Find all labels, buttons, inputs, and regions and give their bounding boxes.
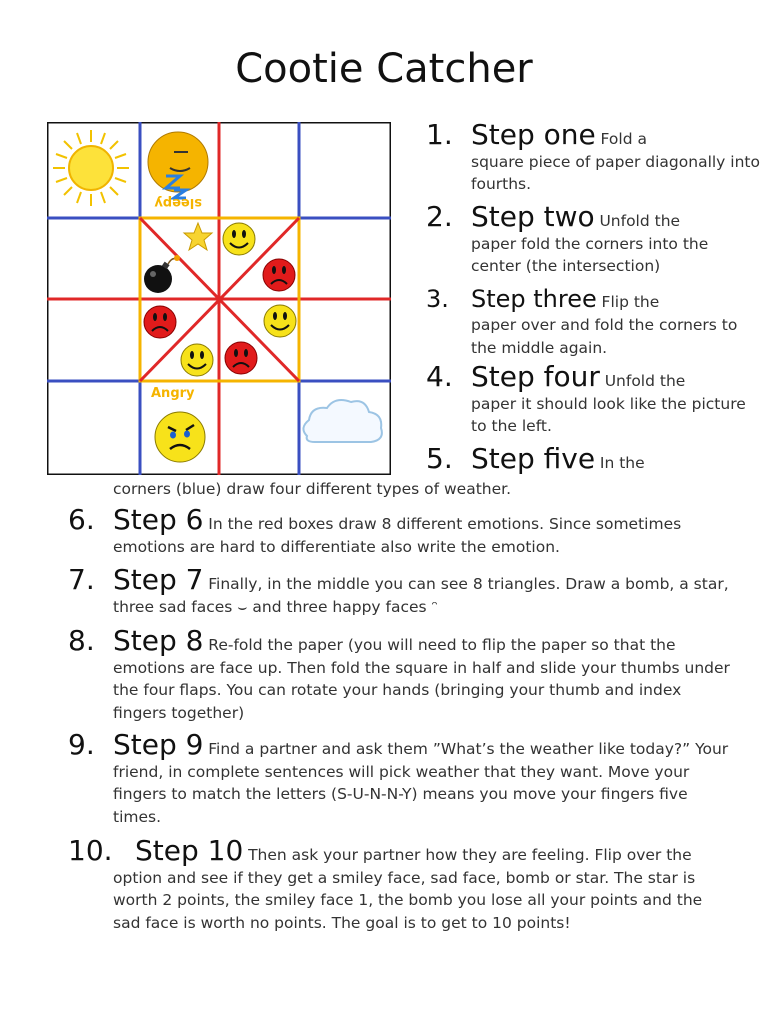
step-heading: Step three — [471, 285, 597, 313]
step-number: 6. — [68, 503, 95, 536]
step-heading: Step 6 — [113, 503, 204, 536]
sad-face-icon — [263, 259, 295, 291]
step-number: 3. — [426, 285, 449, 313]
step-heading: Step one — [471, 118, 596, 151]
sad-face-icon — [225, 342, 257, 374]
step-number: 8. — [68, 624, 95, 657]
step-5 — [426, 442, 761, 475]
step-heading: Step 9 — [113, 728, 204, 761]
step-9 — [68, 728, 733, 828]
step-text: In the — [599, 454, 645, 472]
step-text: Find a partner and ask them ”What’s the weather like today?” Your friend, in complete sentences will pick weather that they want. Move your fingers to match the letters (S-U-N-N-Y) means you move your fingers five times. — [113, 740, 729, 826]
step-number: 5. — [426, 442, 453, 475]
step-1 — [426, 118, 761, 196]
step-number: 2. — [426, 200, 453, 233]
step-text-continued: paper it should look like the picture to the left. — [471, 394, 746, 435]
sad-face-icon — [144, 306, 176, 338]
step-text: Unfold the — [604, 372, 686, 390]
step-text: Re-fold the paper (you will need to flip the paper so that the emotions are face up. Then fold the square in half and slide your thumbs under the four flaps. You can rotate your hands (bringing your thumb and index fingers together) — [113, 636, 730, 722]
cootie-catcher-diagram — [47, 122, 391, 475]
step-text-continued: paper fold the corners into the center (the intersection) — [471, 234, 709, 275]
step-4 — [426, 360, 761, 438]
step-3 — [426, 284, 761, 359]
step-2 — [426, 200, 761, 278]
step-number: 1. — [426, 118, 453, 151]
happy-face-icon — [181, 344, 213, 376]
angry-face-icon — [155, 412, 205, 462]
step-heading: Step 10 — [135, 834, 244, 867]
step-text: Fold a — [600, 130, 647, 148]
step-text: Unfold the — [599, 212, 681, 230]
step-10 — [68, 834, 733, 934]
happy-face-icon — [264, 305, 296, 337]
step-number: 10. — [68, 834, 113, 867]
angry-label: Angry — [151, 386, 195, 401]
sleepy-label: sleepy — [154, 195, 202, 210]
sun-icon — [53, 130, 129, 206]
step-text: Finally, in the middle you can see 8 triangles. Draw a bomb, a star, three sad faces ⌣ and three happy faces ᵔ — [113, 575, 729, 616]
step-7 — [68, 563, 733, 618]
step-number: 9. — [68, 728, 95, 761]
happy-face-icon — [223, 223, 255, 255]
step-heading: Step 8 — [113, 624, 204, 657]
step-text: Then ask your partner how they are feeling. Flip over the option and see if they get a smiley face, sad face, bomb or star. The star is worth 2 points, the smiley face 1, the bomb you lose all your points and the sad face is worth no points. The goal is to get to 10 points! — [113, 846, 703, 932]
step-text: Flip the — [601, 293, 660, 311]
step-6 — [68, 503, 733, 558]
step-8 — [68, 624, 733, 724]
page-title: Cootie Catcher — [235, 46, 533, 92]
step-5-text-continued: corners (blue) draw four different types of weather. — [113, 480, 512, 498]
step-number: 4. — [426, 360, 453, 393]
step-heading: Step two — [471, 200, 595, 233]
step-text-continued: square piece of paper diagonally into fourths. — [471, 152, 760, 193]
step-heading: Step 7 — [113, 563, 204, 596]
step-text: In the red boxes draw 8 different emotions. Since sometimes emotions are hard to differentiate also write the emotion. — [113, 515, 682, 556]
step-heading: Step five — [471, 442, 596, 475]
step-number: 7. — [68, 563, 95, 596]
step-text-continued: paper over and fold the corners to the middle again. — [471, 316, 738, 357]
step-heading: Step four — [471, 360, 600, 393]
